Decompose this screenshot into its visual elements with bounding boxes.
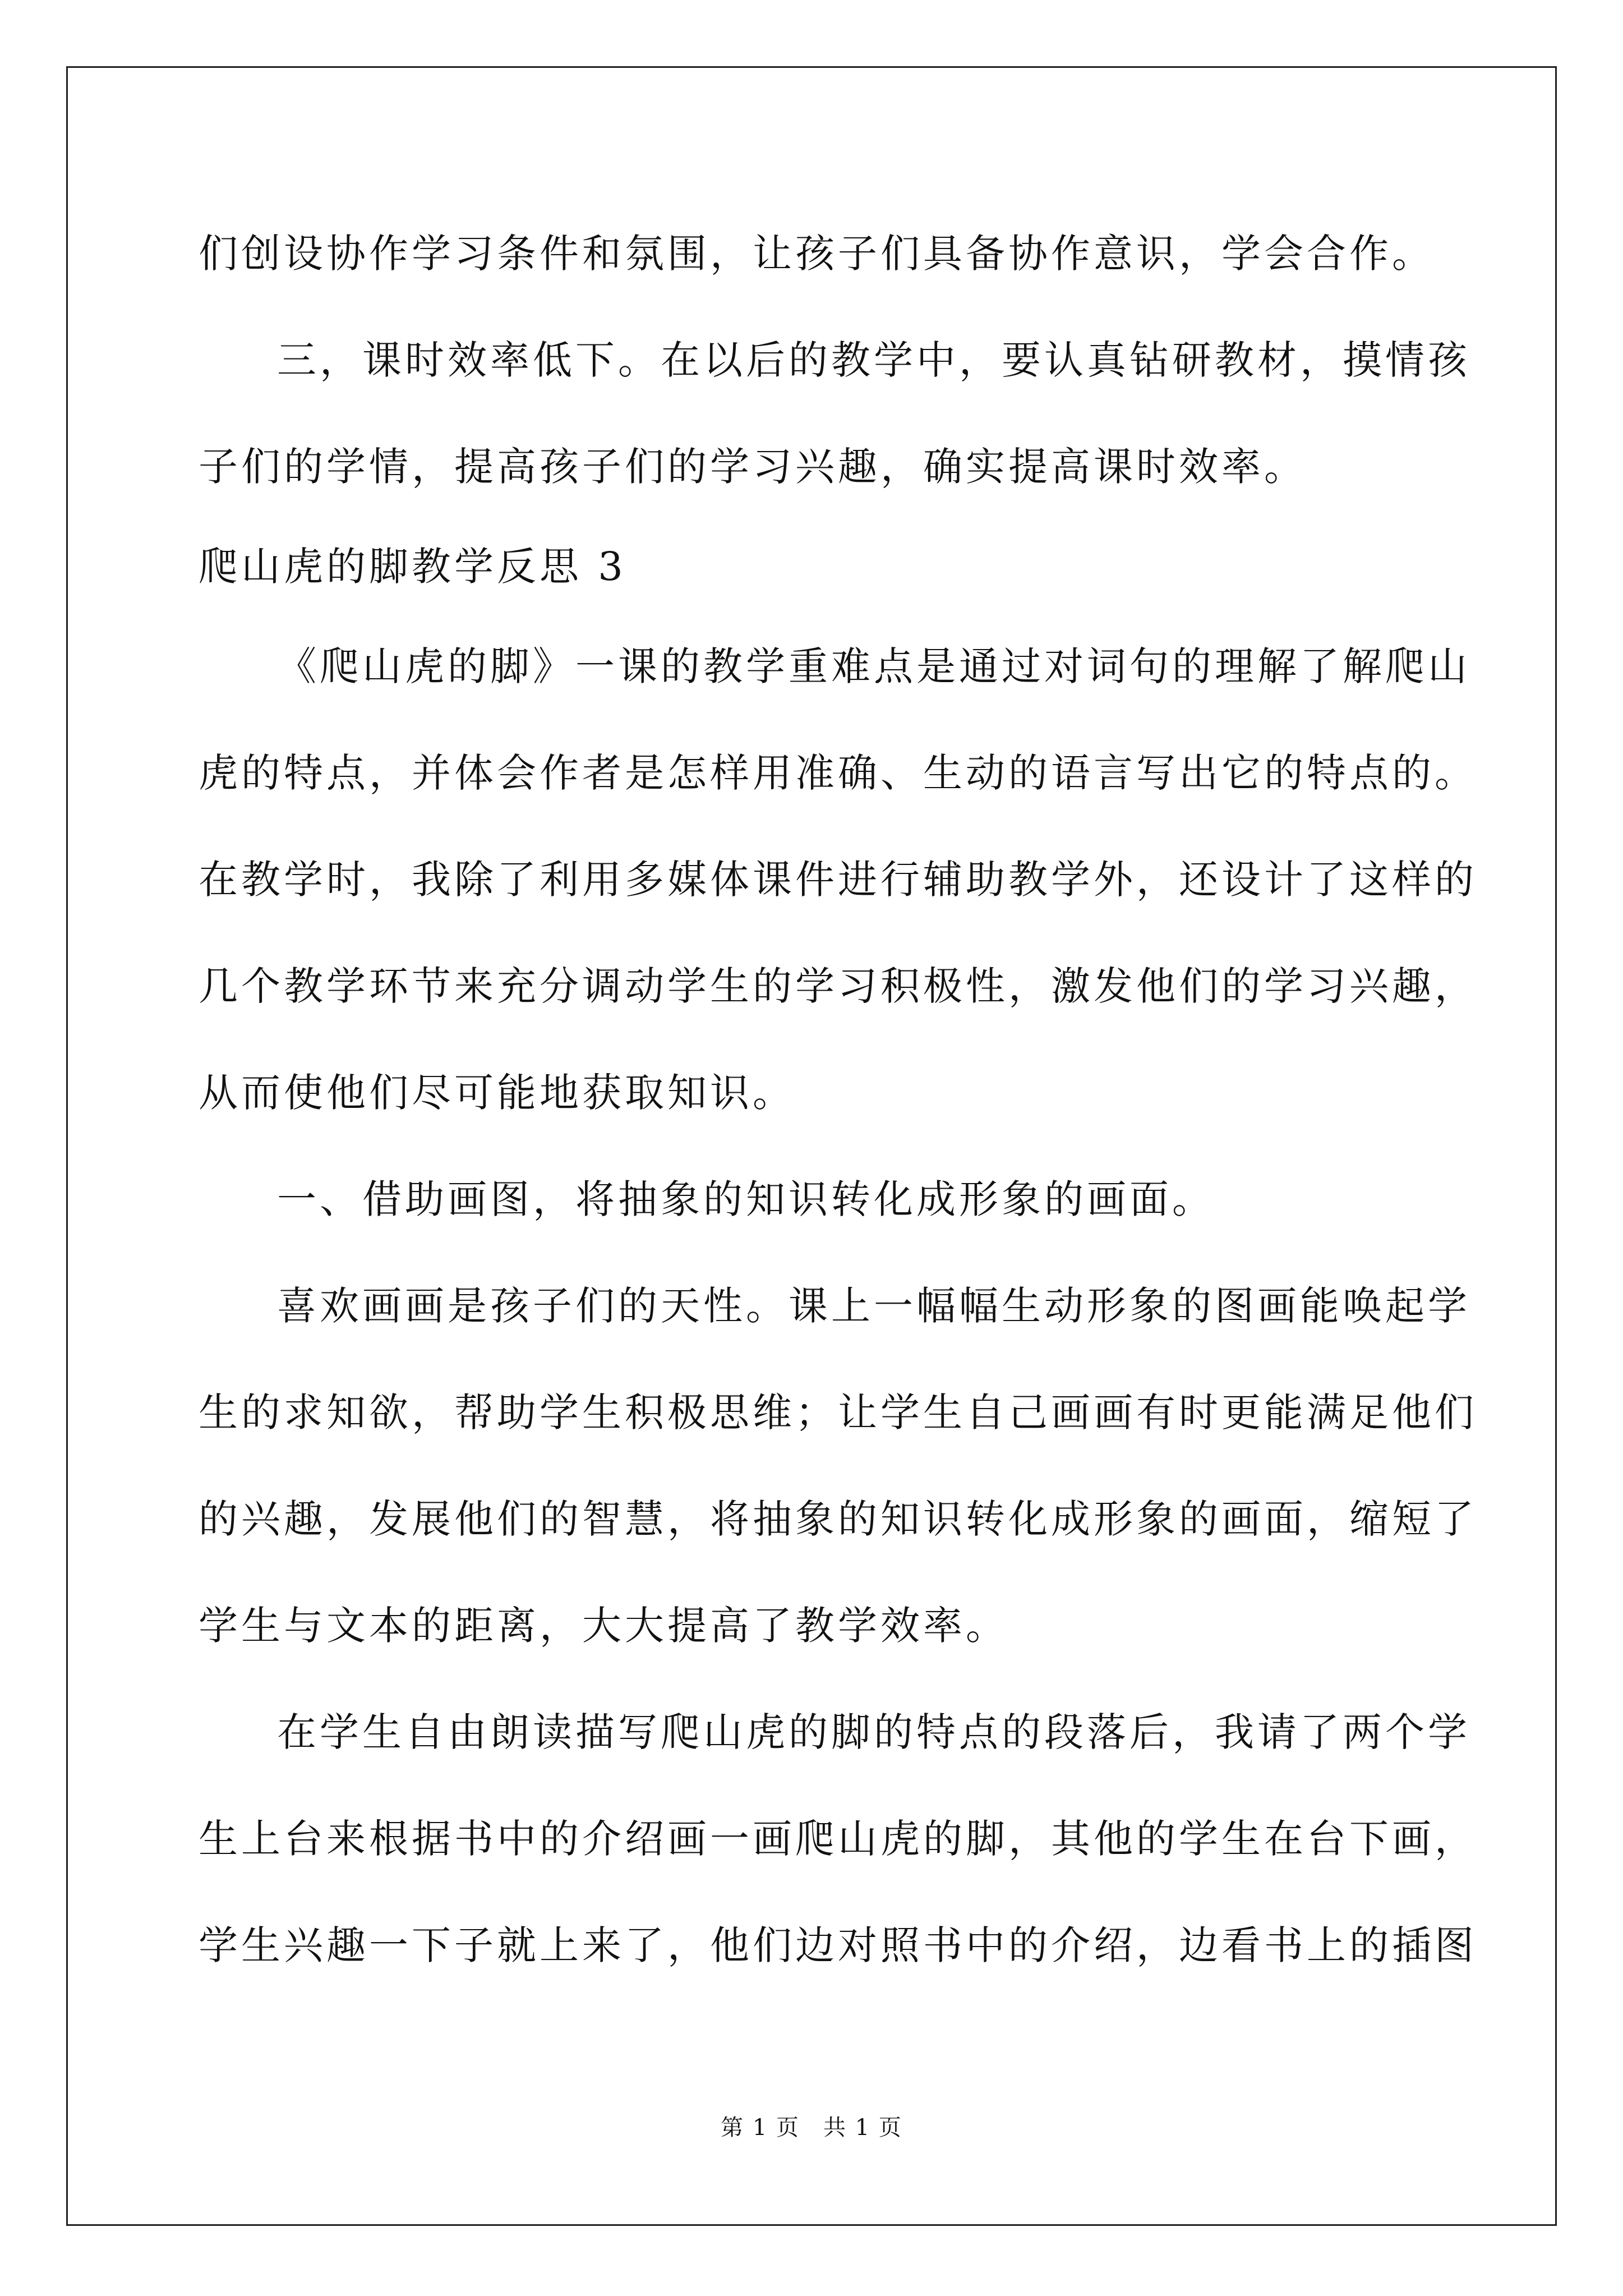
page-footer: 第 1 页 共 1 页 (721, 2115, 902, 2141)
text-line: 一、借助画图，将抽象的知识转化成形象的画面。 (277, 1176, 1215, 1222)
page-border (66, 66, 1557, 2226)
section-heading: 爬山虎的脚教学反思 3 (199, 544, 626, 590)
text-line: 在教学时，我除了利用多媒体课件进行辅助教学外，还设计了这样的 (199, 857, 1477, 903)
text-line: 生上台来根据书中的介绍画一画爬山虎的脚，其他的学生在台下画， (199, 1816, 1477, 1862)
text-line: 几个教学环节来充分调动学生的学习积极性，激发他们的学习兴趣， (199, 963, 1477, 1009)
text-line: 三，课时效率低下。在以后的教学中，要认真钻研教材，摸情孩 (277, 337, 1470, 383)
text-line: 生的求知欲，帮助学生积极思维；让学生自己画画有时更能满足他们 (199, 1389, 1477, 1435)
text-line: 学生与文本的距离，大大提高了教学效率。 (199, 1603, 1008, 1649)
text-line: 从而使他们尽可能地获取知识。 (199, 1070, 795, 1116)
text-line: 的兴趣，发展他们的智慧，将抽象的知识转化成形象的画面，缩短了 (199, 1496, 1477, 1542)
text-line: 学生兴趣一下子就上来了，他们边对照书中的介绍，边看书上的插图 (199, 1922, 1477, 1968)
text-line: 虎的特点，并体会作者是怎样用准确、生动的语言写出它的特点的。 (199, 750, 1477, 796)
text-line: 们创设协作学习条件和氛围，让孩子们具备协作意识，学会合作。 (199, 231, 1435, 277)
text-line: 子们的学情，提高孩子们的学习兴趣，确实提高课时效率。 (199, 444, 1307, 490)
text-line: 喜欢画画是孩子们的天性。课上一幅幅生动形象的图画能唤起学 (277, 1283, 1470, 1329)
text-line: 《爬山虎的脚》一课的教学重难点是通过对词句的理解了解爬山 (277, 643, 1470, 689)
text-line: 在学生自由朗读描写爬山虎的脚的特点的段落后，我请了两个学 (277, 1709, 1470, 1755)
